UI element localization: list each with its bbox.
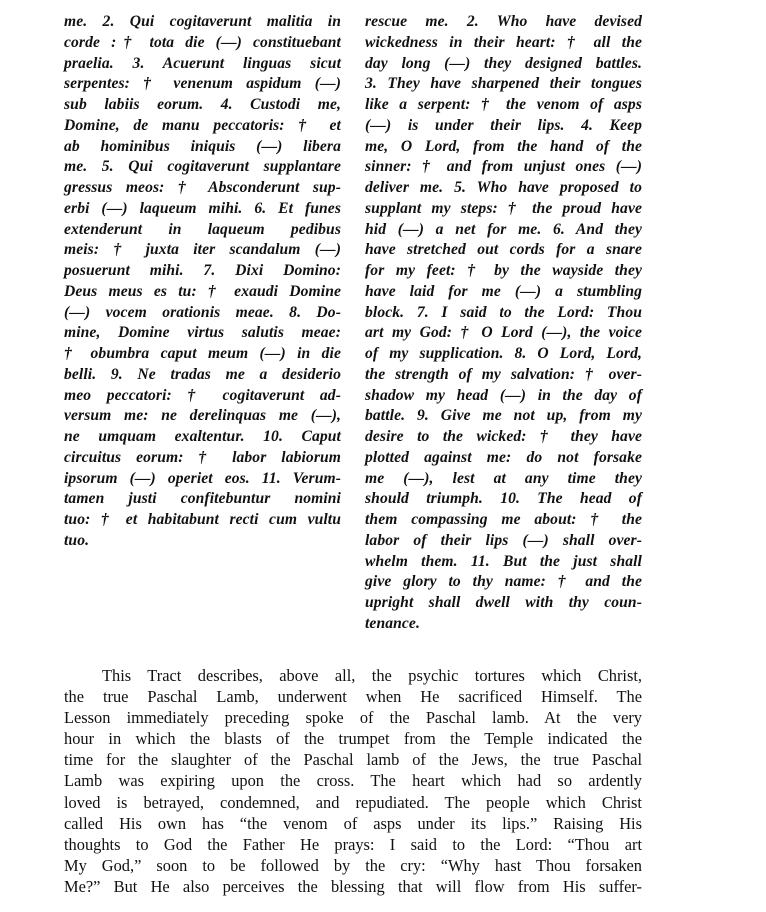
latin-line: meis: † juxta iter scandalum (—)	[64, 241, 341, 259]
latin-line: (—) vocem orationis meae. 8. Do-	[64, 303, 341, 321]
latin-line: me. 5. Qui cogitaverunt supplantare	[64, 158, 341, 176]
latin-line: meo peccatori: † cogitaverunt ad-	[64, 386, 341, 404]
english-line: like a serpent: † the venom of asps	[365, 96, 642, 113]
commentary-line: This Tract describes, above all, the psychic tortures which Christ,	[102, 666, 642, 685]
english-line: hid (—) a net for me. 6. And they	[365, 220, 642, 238]
english-line: shadow my head (—) in the day of	[365, 386, 642, 404]
latin-line: belli. 9. Ne tradas me a desiderio	[64, 365, 341, 383]
english-line: them compassing me about: † the	[365, 511, 642, 528]
latin-line: † obumbra caput meum (—) in die	[64, 345, 341, 362]
english-line: me, O Lord, from the hand of the	[365, 137, 642, 155]
english-line: supplant my steps: † the proud have	[365, 199, 642, 217]
latin-line: mine, Domine virtus salutis meae:	[64, 324, 341, 342]
commentary-paragraph	[64, 665, 642, 897]
latin-line: serpentes: † venenum aspidum (—)	[64, 75, 341, 93]
latin-line: gressus meos: † Absconderunt sup-	[64, 179, 341, 196]
latin-line: extenderunt in laqueum pedibus	[64, 220, 341, 238]
commentary-line: thoughts to God the Father He prays: I said to the Lord: “Thou art	[64, 834, 642, 854]
latin-line: tuo.	[64, 531, 90, 549]
english-line: sinner: † and from unjust ones (—)	[365, 158, 642, 176]
latin-line: Domine, de manu peccatoris: † et	[64, 116, 341, 134]
english-line: (—) is under their lips. 4. Keep	[365, 116, 642, 134]
latin-line: ipsorum (—) operiet eos. 11. Verum-	[64, 469, 341, 487]
commentary-line: My God,” soon to be followed by the cry: “Why hast Thou forsaken	[64, 855, 642, 875]
latin-line: ab hominibus iniquis (—) libera	[64, 137, 341, 155]
latin-line: me. 2. Qui cogitaverunt malitia in	[64, 13, 341, 30]
english-line: have stretched out cords for a snare	[365, 241, 642, 259]
commentary-line: Lamb was expiring upon the cross. The heart which had so ardently	[64, 771, 642, 791]
english-line: deliver me. 5. Who have proposed to	[365, 179, 642, 196]
english-line: give glory to thy name: † and the	[365, 573, 642, 591]
latin-line: ne umquam exaltentur. 10. Caput	[64, 428, 341, 445]
english-line: whelm them. 11. But the just shall	[365, 552, 642, 570]
english-column	[365, 12, 642, 635]
commentary-line: Me?” But He also perceives the blessing that will flow from His suffer-	[64, 876, 642, 896]
latin-line: circuitus eorum: † labor labiorum	[64, 448, 341, 466]
english-line: labor of their lips (—) shall over-	[365, 531, 642, 549]
latin-line: tamen justi confitebuntur nomini	[64, 490, 341, 508]
english-line: block. 7. I said to the Lord: Thou	[365, 303, 642, 321]
latin-column	[64, 12, 341, 552]
latin-line: praelia. 3. Acuerunt linguas sicut	[64, 54, 341, 72]
latin-line: erbi (—) laqueum mihi. 6. Et funes	[64, 199, 341, 217]
english-line: art my God: † O Lord (—), the voice	[365, 324, 642, 342]
english-line: wickedness in their heart: † all the	[365, 33, 642, 51]
latin-line: sub labiis eorum. 4. Custodi me,	[64, 96, 341, 113]
commentary-line: time for the slaughter of the Paschal lamb of the Jews, the true Paschal	[64, 750, 642, 770]
english-line: plotted against me: do not forsake	[365, 448, 642, 466]
latin-line: versum me: ne derelinquas me (—),	[64, 407, 341, 425]
english-line: battle. 9. Give me not up, from my	[365, 407, 642, 425]
english-line: upright shall dwell with thy coun-	[365, 594, 642, 611]
commentary-line: the true Paschal Lamb, underwent when He sacrificed Himself. The	[64, 687, 642, 707]
latin-line: corde :† tota die (—) constituebant	[64, 33, 341, 51]
commentary-line: called His own has “the venom of asps under its lips.” Raising His	[64, 813, 642, 833]
latin-line: posuerunt mihi. 7. Dixi Domino:	[64, 262, 341, 279]
latin-line: tuo: † et habitabunt recti cum vultu	[64, 511, 341, 528]
english-line: desire to the wicked: † they have	[365, 428, 642, 445]
english-line: me (—), lest at any time they	[365, 469, 642, 487]
english-line: the strength of my salvation: † over-	[365, 365, 642, 383]
english-line: of my supplication. 8. O Lord, Lord,	[365, 345, 642, 362]
english-line: rescue me. 2. Who have devised	[365, 13, 642, 30]
commentary-line: loved is betrayed, condemned, and repudiated. The people which Christ	[64, 792, 642, 812]
english-line: have laid for me (—) a stumbling	[365, 282, 642, 300]
commentary-line: Lesson immediately preceding spoke of the Paschal lamb. At the very	[64, 708, 642, 728]
latin-line: Deus meus es tu: † exaudi Domine	[64, 282, 341, 300]
english-line: day long (—) they designed battles.	[365, 54, 642, 72]
english-line: tenance.	[365, 614, 420, 632]
english-line: should triumph. 10. The head of	[365, 490, 642, 508]
english-line: 3. They have sharpened their tongues	[365, 75, 642, 93]
english-line: for my feet: † by the wayside they	[365, 262, 642, 279]
commentary-line: hour in which the blasts of the trumpet from the Temple indicated the	[64, 729, 642, 749]
